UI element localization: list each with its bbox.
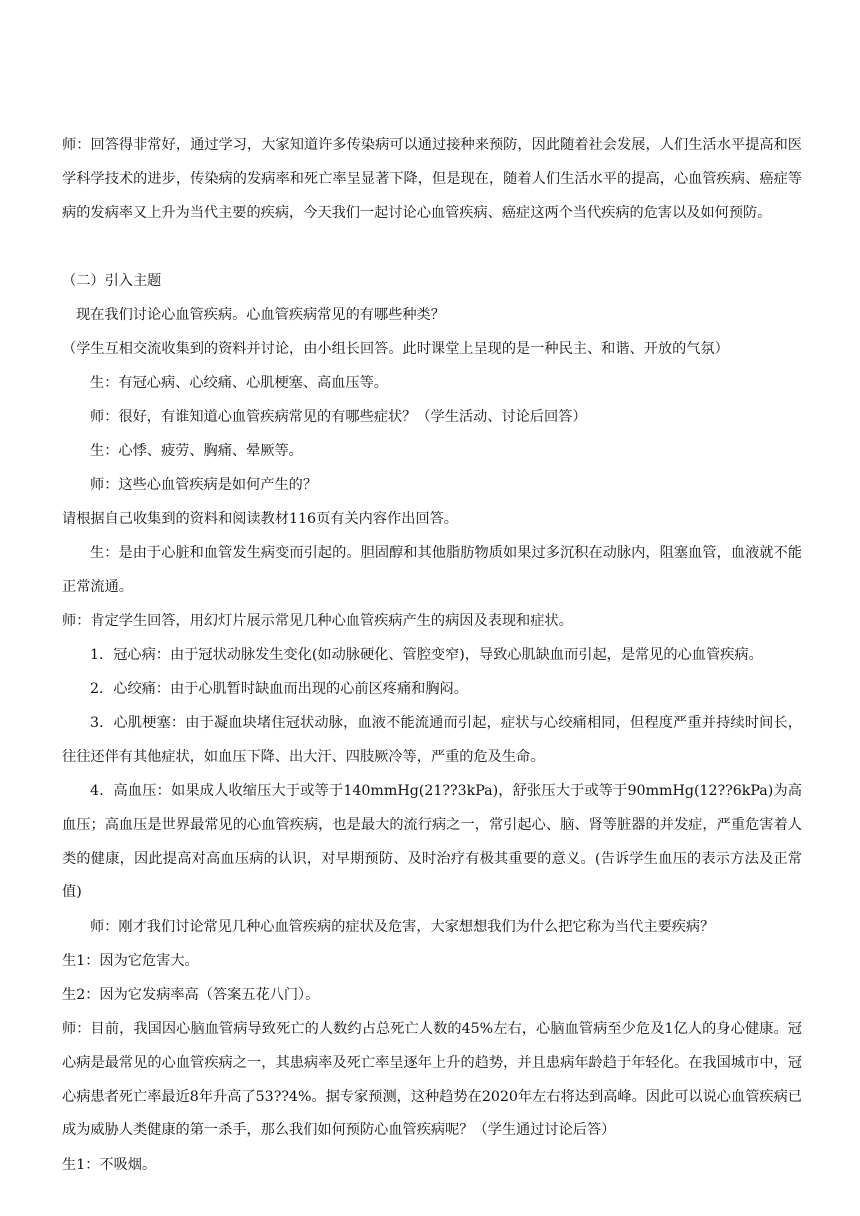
list-item-infarction: 3．心肌梗塞：由于凝血块堵住冠状动脉，血液不能流通而引起，症状与心绞痛相同，但程度严重并持续时间长，往往还伴有其他症状，如血压下降、出大汗、四肢厥冷等，严重的危及生命。	[62, 715, 802, 765]
paragraph-instruction: 请根据自己收集到的资料和阅读教材116页有关内容作出回答。	[62, 511, 458, 527]
list-item-coronary: 1．冠心病：由于冠状动脉发生变化(如动脉硬化、管腔变窄)，导致心肌缺血而引起，是常见的心血管疾病。	[90, 647, 763, 663]
paragraph-student-symptoms: 生：心悸、疲劳、胸痛、晕厥等。	[90, 443, 303, 459]
paragraph-teacher-slide: 师：肯定学生回答，用幻灯片展示常见几种心血管疾病产生的病因及表现和症状。	[62, 613, 573, 629]
paragraph-teacher-statistics: 师：目前，我国因心脑血管病导致死亡的人数约占总死亡人数的45%左右，心脑血管病至少危及1亿人的身心健康。冠心病是最常见的心血管疾病之一，其患病率及死亡率呈逐年上升的趋势，并且患病年龄趋于年轻化。在我国城市中，冠心病患者死亡率最近8年升高了53??4%。据专家预测，这种趋势在2020年左右将达到高峰。因此可以说心血管疾病已成为威胁人类健康的第一杀手，那么我们如何预防心血管疾病呢？（学生通过讨论后答）	[62, 1021, 802, 1139]
paragraph-student-cause: 生：是由于心脏和血管发生病变而引起的。胆固醇和其他脂肪物质如果过多沉积在动脉内，阻塞血管，血液就不能正常流通。	[62, 545, 802, 595]
section-heading: （二）引入主题	[62, 273, 162, 289]
paragraph-activity-note: （学生互相交流收集到的资料并讨论，由小组长回答。此时课堂上呈现的是一种民主、和谐、开放的气氛）	[62, 341, 729, 357]
paragraph-student-answer: 生：有冠心病、心绞痛、心肌梗塞、高血压等。	[90, 375, 388, 391]
paragraph-student1-answer: 生1：不吸烟。	[62, 1157, 157, 1173]
paragraph-student1: 生1：因为它危害大。	[62, 953, 199, 969]
list-item-hypertension: 4．高血压：如果成人收缩压大于或等于140mmHg(21??3kPa)，舒张压大于或等于90mmHg(12??6kPa)为高血压；高血压是世界最常见的心血管疾病，也是最大的流行病之一，常引起心、脑、肾等脏器的并发症，严重危害着人类的健康，因此提高对高血压病的认识，对早期预防、及时治疗有极其重要的意义。(告诉学生血压的表示方法及正常值)	[62, 783, 802, 901]
paragraph-teacher-why: 师：刚才我们讨论常见几种心血管疾病的症状及危害，大家想想我们为什么把它称为当代主要疾病？	[90, 919, 715, 935]
paragraph-teacher-question: 师：很好，有谁知道心血管疾病常见的有哪些症状？（学生活动、讨论后回答）	[90, 409, 587, 425]
list-item-angina: 2．心绞痛：由于心肌暂时缺血而出现的心前区疼痛和胸闷。	[90, 681, 468, 697]
paragraph-question: 现在我们讨论心血管疾病。心血管疾病常见的有哪些种类？	[76, 307, 445, 323]
paragraph-student2: 生2：因为它发病率高（答案五花八门）。	[62, 987, 320, 1003]
paragraph-teacher-intro: 师：回答得非常好，通过学习，大家知道许多传染病可以通过接种来预防，因此随着社会发展，人们生活水平提高和医学科学技术的进步，传染病的发病率和死亡率呈显著下降，但是现在，随着人们生活水平的提高，心血管疾病、癌症等病的发病率又上升为当代主要的疾病，今天我们一起讨论心血管疾病、癌症这两个当代疾病的危害以及如何预防。	[62, 137, 802, 221]
paragraph-teacher-cause-question: 师：这些心血管疾病是如何产生的？	[90, 477, 318, 493]
